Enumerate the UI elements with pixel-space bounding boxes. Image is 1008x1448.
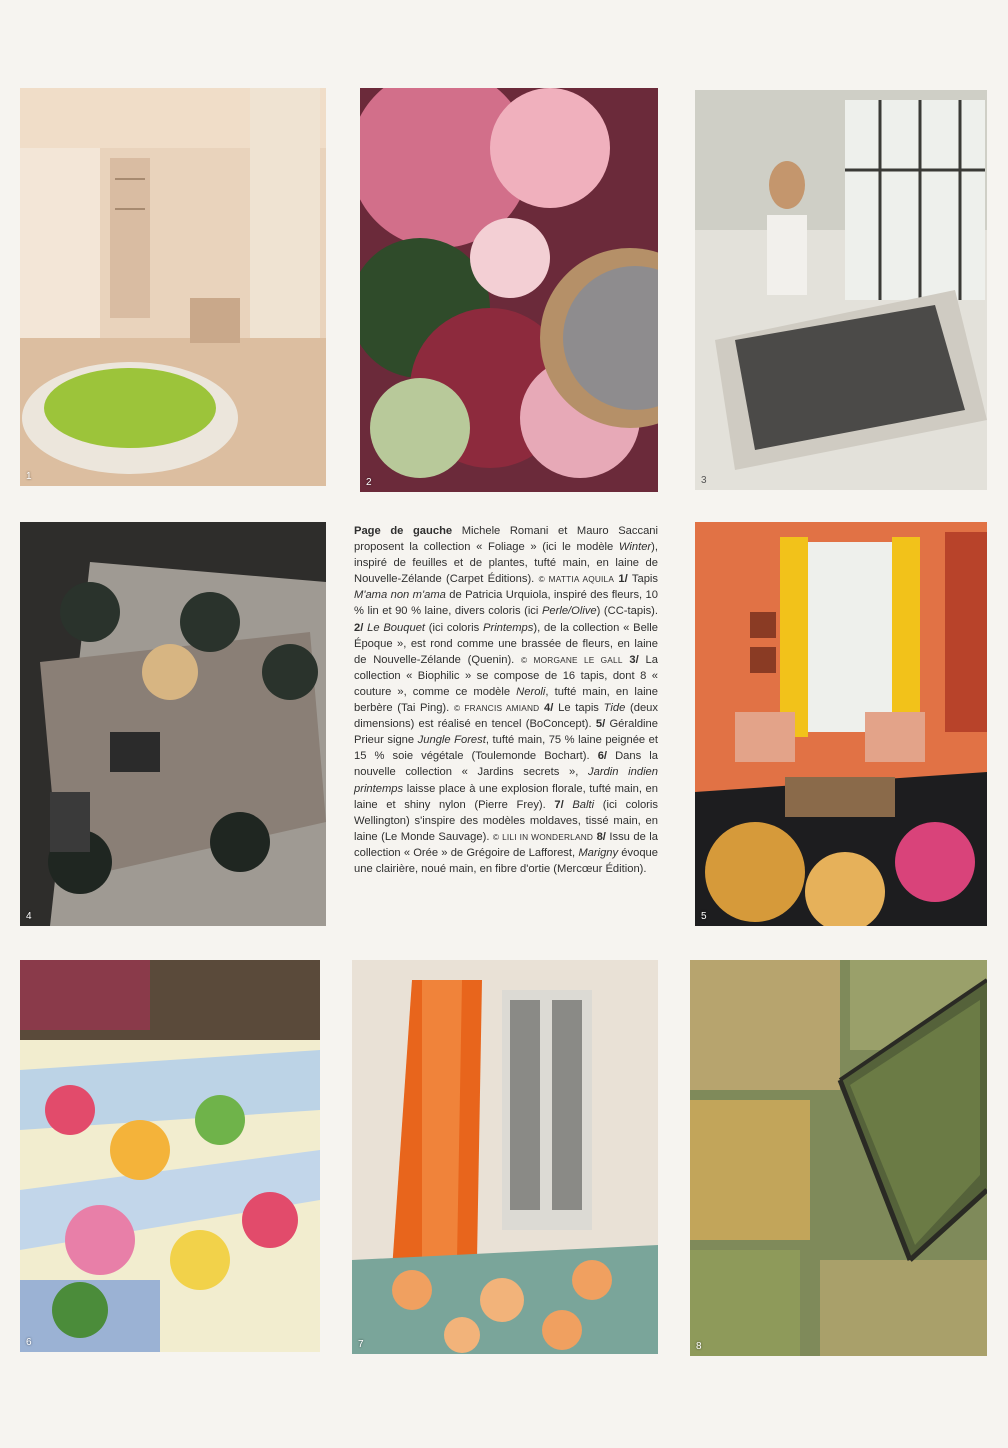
- photo-7-orange-curtain-room: [352, 960, 658, 1354]
- caption-text: (deux dimensions) est réalisé en tencel (BoConcept).: [354, 702, 658, 731]
- photo-credit: © MORGANE LE GALL: [521, 654, 623, 665]
- photo-6-image: [20, 960, 320, 1352]
- caption-text: évoque une clairière, noué main, en fibre d'ortie (Mercœur Édition).: [354, 846, 658, 875]
- caption-text: Michele Romani et Mauro Saccani proposent la collection « Foliage » (ici le modèle: [354, 525, 659, 554]
- photo-3-grey-leaf-rug: [695, 90, 987, 490]
- photo-number: 3: [701, 475, 707, 486]
- item-number: 1/: [618, 573, 628, 586]
- item-number: 5/: [595, 718, 606, 731]
- photo-number: 4: [26, 911, 32, 922]
- photo-number: 2: [366, 477, 372, 488]
- caption-text-block: [354, 523, 658, 877]
- photo-5-orange-room-jungle-rug: [695, 522, 987, 926]
- caption-text: Le tapis: [553, 702, 604, 715]
- photo-2-image: [360, 88, 658, 492]
- photo-number: 1: [26, 471, 32, 482]
- rug-name: Balti: [563, 798, 595, 811]
- item-number: 8/: [593, 830, 606, 843]
- caption-text: Géraldine Prieur signe: [354, 718, 658, 747]
- rug-name: Tide: [603, 702, 626, 715]
- photo-8-green-rug-table: [690, 960, 987, 1356]
- photo-6-garden-rug: [20, 960, 320, 1352]
- rug-name: Jungle Forest: [417, 734, 486, 747]
- rug-name: Neroli: [516, 685, 546, 698]
- caption-text: ), de la collection « Belle Époque », est rond comme une brassée de fleurs, en laine de Nouvelle-Zélande (Quenin).: [354, 621, 658, 666]
- photo-8-image: [690, 960, 987, 1356]
- photo-credit: © FRANCIS AMIAND: [453, 703, 540, 714]
- caption-intro-label: Page de gauche: [354, 525, 453, 537]
- rug-name: Marigny: [578, 846, 619, 859]
- photo-number: 8: [696, 1341, 702, 1352]
- item-number: 7/: [554, 798, 564, 811]
- caption-text: , tufté main, 75 % laine peignée et 15 % soie végétale (Toulemonde Bochart).: [354, 734, 659, 763]
- photo-4-dining-overhead: [20, 522, 326, 926]
- caption-text: , tufté main, en laine berbère (Tai Ping).: [354, 685, 658, 715]
- caption-text: de Patricia Urquiola, inspiré des fleurs, 10 % lin et 90 % laine, divers coloris (ici: [354, 589, 658, 618]
- caption-text: La collection « Biophilic » se compose de 16 tapis, dont 8 « couture », comme ce modèle: [354, 653, 658, 698]
- rug-name: M'ama non m'ama: [354, 589, 446, 602]
- caption-text: Dans la nouvelle collection « Jardins secrets »,: [354, 750, 658, 779]
- item-number: 6/: [597, 750, 608, 763]
- photo-number: 5: [701, 911, 707, 922]
- caption-text: (ici coloris: [425, 621, 483, 634]
- caption-text: ) (CC-tapis).: [596, 605, 658, 618]
- rug-name: Jardin indien printemps: [354, 766, 658, 795]
- caption-text: Issu de la collection « Orée » de Grégoire de Lafforest,: [354, 830, 658, 859]
- photo-credit: © MATTIA AQUILA: [538, 574, 615, 585]
- rug-color: Printemps: [483, 621, 534, 634]
- photo-7-image: [352, 960, 658, 1354]
- caption-text: ), inspiré de feuilles et de plantes, tufté main, en laine de Nouvelle-Zélande (Carpet Éditions).: [354, 541, 658, 586]
- photo-1-beige-room-green-rug: [20, 88, 326, 486]
- caption-model-name: Winter: [618, 541, 652, 554]
- photo-1-image: [20, 88, 326, 486]
- caption-text: (ici coloris Wellington) s'inspire des modèles moldaves, tissé main, en laine (Le Monde Sauvage).: [354, 798, 658, 843]
- photo-5-image: [695, 522, 987, 926]
- item-number: 4/: [539, 702, 554, 715]
- photo-3-image: [695, 90, 987, 490]
- photo-number: 7: [358, 1339, 364, 1350]
- photo-4-image: [20, 522, 326, 926]
- photo-number: 6: [26, 1337, 32, 1348]
- rug-color: Perle/Olive: [541, 605, 597, 618]
- photo-2-floral-rug: [360, 88, 658, 492]
- item-number: 3/: [622, 653, 639, 666]
- caption-text: Tapis: [627, 573, 659, 586]
- item-number: 2/: [354, 621, 364, 634]
- rug-name: Le Bouquet: [363, 621, 426, 634]
- photo-credit: © LILI IN WONDERLAND: [492, 831, 594, 842]
- caption-text: laisse place à une explosion florale, tufté main, en laine et shiny nylon (Pierre Frey).: [354, 782, 658, 811]
